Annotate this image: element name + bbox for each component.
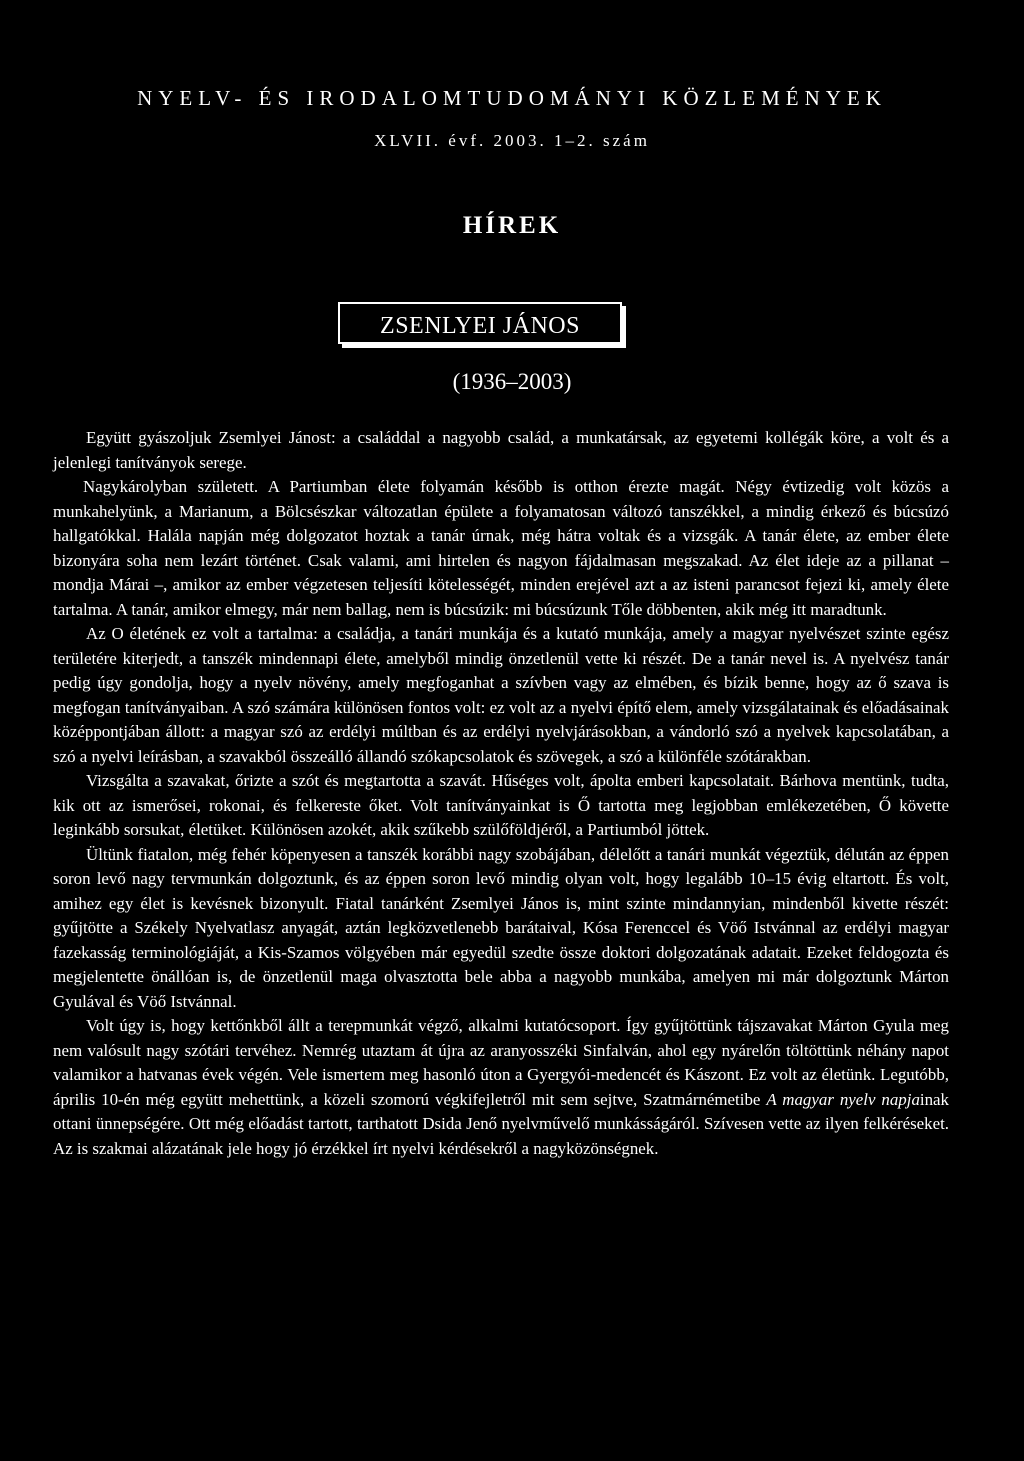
issue-line: XLVII. évf. 2003. 1–2. szám [374, 131, 650, 150]
paragraph [53, 1014, 949, 1161]
paragraph: Nagykárolyban született. A Partiumban élete folyamán később is otthon érezte magát. Négy évtizedig volt közös a munkahelyünk, a Marianum, a Bölcsészkar változatlan épülete a folyamatosan változó tanszékkel, a mindig érkező és búcsúzó hallgatókkal. Halála napján még dolgozatot hoztak a tanár úrnak, még hátra voltak és a vizsgák. A tanár élete, az ember élete bizonyára soha nem lezárt történet. Csak valami, ami hirtelen és nagyon fájdalmasan megszakad. Az élet ideje az a pillanat – mondja Márai –, amikor az ember végzetesen teljesíti kötelességét, minden erejével azt a az isteni parancsot fejezi ki, amely élete tartalma. A tanár, amikor elmegy, már nem ballag, nem is búcsúzik: mi búcsúzunk Tőle döbbenten, akik még itt maradtunk. [53, 477, 949, 619]
paragraph-text: inak ottani ünnepségére. Ott még előadást tartott, tarthatott Dsida Jenő nyelvművelő munkásságáról. Szívesen vette az ilyen felkéréseket. Az is szakmai alázatának jele hogy jó érzékkel írt nyelvi kérdésekről a nagyközönségnek. [53, 1089, 949, 1158]
event-title: A magyar nyelv napja [766, 1089, 920, 1109]
paragraph: Ültünk fiatalon, még fehér köpenyesen a tanszék korábbi nagy szobájában, délelőtt a tanári munkát végeztük, délután az éppen soron levő nagy tervmunkán dolgoztunk, és az éppen soron levő mindig olyan volt, hogy legalább 10–15 évig eltartott. És volt, amihez egy élet is kevésnek bizonyult. Fiatal tanárként Zsemlyei János is, mint szinte mindannyian, mindenből kivette részét: gyűjtötte a Székely Nyelvatlasz anyagát, aztán legközvetlenebb barátaival, Kósa Ferenccel és Vöő Istvánnal az erdélyi magyar fazekasság terminológiáját, a Kis-Szamos völgyében már egyedül szedte össze doktori dolgozatának adatait. Ezeket feldogozta és megjelentette önállóan is, de önzetlenül maga olvasztotta bele abba a nagyobb munkába, amelyen mi már dolgoztunk Márton Gyulával és Vöő Istvánnal. [53, 844, 949, 1011]
paragraph: Együtt gyászoljuk Zsemlyei Jánost: a családdal a nagyobb család, a munkatársak, az egyetemi kollégák köre, a volt és a jelenlegi tanítványok serege. [53, 428, 949, 472]
section-title: HÍREK [462, 212, 562, 239]
article-body [53, 426, 949, 1161]
journal-title: NYELV- ÉS IRODALOMTUDOMÁNYI KÖZLEMÉNYEK [137, 86, 887, 110]
paragraph-text: Volt úgy is, hogy kettőnkből állt a terepmunkát végző, alkalmi kutatócsoport. Így gyűjtöttünk tájszavakat Márton Gyula meg nem valósult nagy szótári tervéhez. Nemrég utaztam át újra az aranyosszéki Sinfalván, ahol egy nyárelőn töltöttünk néhány napot valamikor a hatvanas évek végén. Vele ismertem meg hasonló úton a Gyergyói-medencét és Kászont. Ez volt az életünk. Legutóbb, április 10-én még együtt mehettünk, a közeli szomorú végkifejletről mit sem sejtve, Szatmárnémetibe [53, 1016, 949, 1109]
paragraph: Az O életének ez volt a tartalma: a családja, a tanári munkája és a kutató munkája, amely a magyar nyelvészet szinte egész területére kiterjedt, a tanszék mindennapi élete, amelyből mindig önzetlenül vette ki részét. De a tanár nevel is. A nyelvész tanár pedig úgy gondolja, hogy a nyelv növény, amely megfoganhat a szívben vagy az elmében, és bízik benne, hogy az ő szava is megfogan tanítványaiban. A szó számára különösen fontos volt: ez volt az a nyelvi építő elem, amely vizsgálatainak és előadásainak középpontjában állott: a magyar szó az erdélyi múltban és az erdélyi nyelvjárásokban, a vándorló szó a nyelvek kapcsolatában, a szó a nyelvi leírásban, a szavakból összeálló állandó szókapcsolatok és szövegek, a szó a különféle szótárakban. [53, 624, 949, 766]
obituary-name-box: ZSENLYEI JÁNOS [338, 302, 622, 344]
obituary-years: (1936–2003) [452, 369, 572, 394]
paragraph: Vizsgálta a szavakat, őrizte a szót és megtartotta a szavát. Hűséges volt, ápolta emberi kapcsolatait. Bárhova mentünk, tudta, kik ott az ismerősei, rokonai, és felkereste őket. Volt tanítványainkat is Ő tartotta meg legjobban emlékezetében, Ő követte leginkább sorsukat, életüket. Különösen azokét, akik szűkebb szülőföldjéről, a Partiumból jöttek. [53, 771, 949, 839]
